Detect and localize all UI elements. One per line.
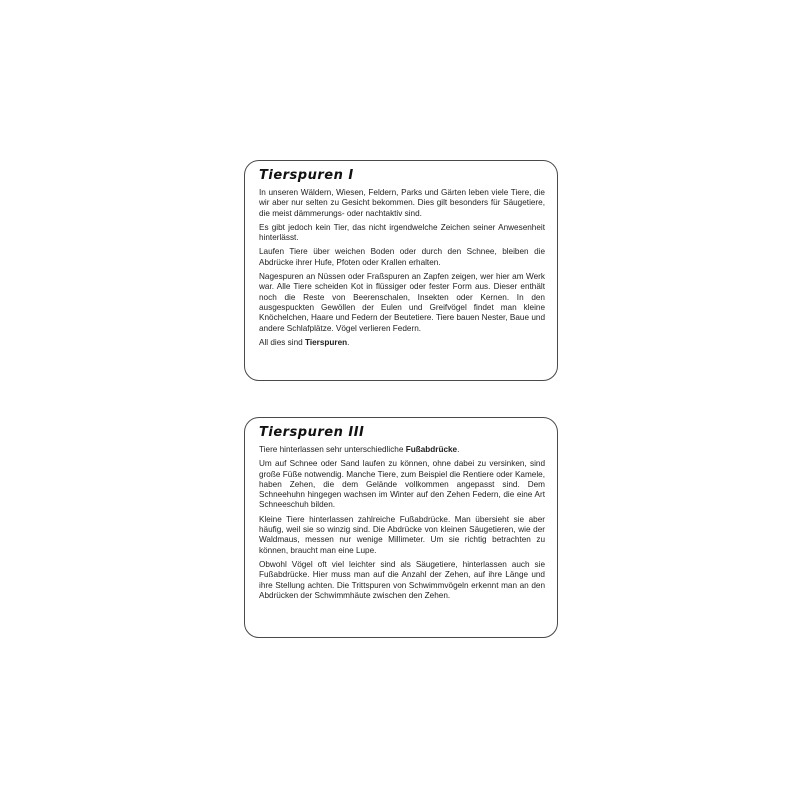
closing-punctuation: . (347, 337, 350, 347)
paragraph: Nagespuren an Nüssen oder Fraßspuren an Zapfen zeigen, wer hier am Werk war. Alle Tiere scheiden Kot in flüssiger oder fester Form aus. Dieser enthält noch die Reste von Beerenschalen, Insekten oder Kernen. In den ausgespuckten Gewöllen der Eulen und Greifvögel findet man kleine Knöchelchen, Haare und Federn der Beutetiere. Tiere bauen Nester, Baue und andere Schlafplätze. Vögel verlieren Federn. (259, 272, 545, 333)
paragraph: Laufen Tiere über weichen Boden oder durch den Schnee, bleiben die Abdrücke ihrer Hufe, Pfoten oder Krallen erhalten. (259, 247, 545, 267)
paragraph: Kleine Tiere hinterlassen zahlreiche Fußabdrücke. Man übersieht sie aber häufig, weil sie so winzig sind. Die Abdrücke von kleinen Säugetieren, wie der Waldmaus, messen nur wenige Millimeter. Um sie richtig betrachten zu können, braucht man eine Lupe. (259, 514, 545, 555)
card-tierspuren-1 (244, 160, 558, 381)
intro-text: Tiere hinterlassen sehr unterschiedliche (259, 445, 406, 454)
closing-text: All dies sind (259, 337, 305, 347)
keyword-fussabdruecke: Fußabdrücke (405, 445, 458, 454)
paragraph: Um auf Schnee oder Sand laufen zu können, ohne dabei zu versinken, sind große Füße notwendig. Manche Tiere, zum Beispiel die Rentiere oder Kamele, haben Zehen, die dem Gelände vollkommen angepasst sind. Dem Schneehuhn hingegen wachsen im Winter auf den Zehen Federn, die eine Art Schneeschuh bilden. (259, 459, 545, 510)
paragraph: Obwohl Vögel oft viel leichter sind als Säugetiere, hinterlassen auch sie Fußabdrücke. Hier muss man auf die Anzahl der Zehen, auf ihre Länge und ihre Stellung achten. Die Trittspuren von Schwimmvögeln erkennt man an den Abdrücken der Schwimmhäute zwischen den Zehen. (259, 559, 545, 600)
card-tierspuren-3 (244, 417, 558, 638)
card-title: Tierspuren III (259, 425, 365, 440)
card-title: Tierspuren I (259, 168, 354, 183)
paragraph: In unseren Wäldern, Wiesen, Feldern, Parks und Gärten leben viele Tiere, die wir aber nur selten zu Gesicht bekommen. Dies gilt besonders für Säugetiere, die meist dämmerungs- oder nachtaktiv sind. (259, 188, 545, 218)
intro-paragraph (259, 445, 545, 455)
paragraph: Es gibt jedoch kein Tier, das nicht irgendwelche Zeichen seiner Anwesenheit hinterlässt. (259, 222, 545, 243)
closing-paragraph (259, 338, 545, 348)
intro-punctuation: . (457, 445, 460, 454)
keyword-tierspuren: Tierspuren (304, 337, 348, 347)
